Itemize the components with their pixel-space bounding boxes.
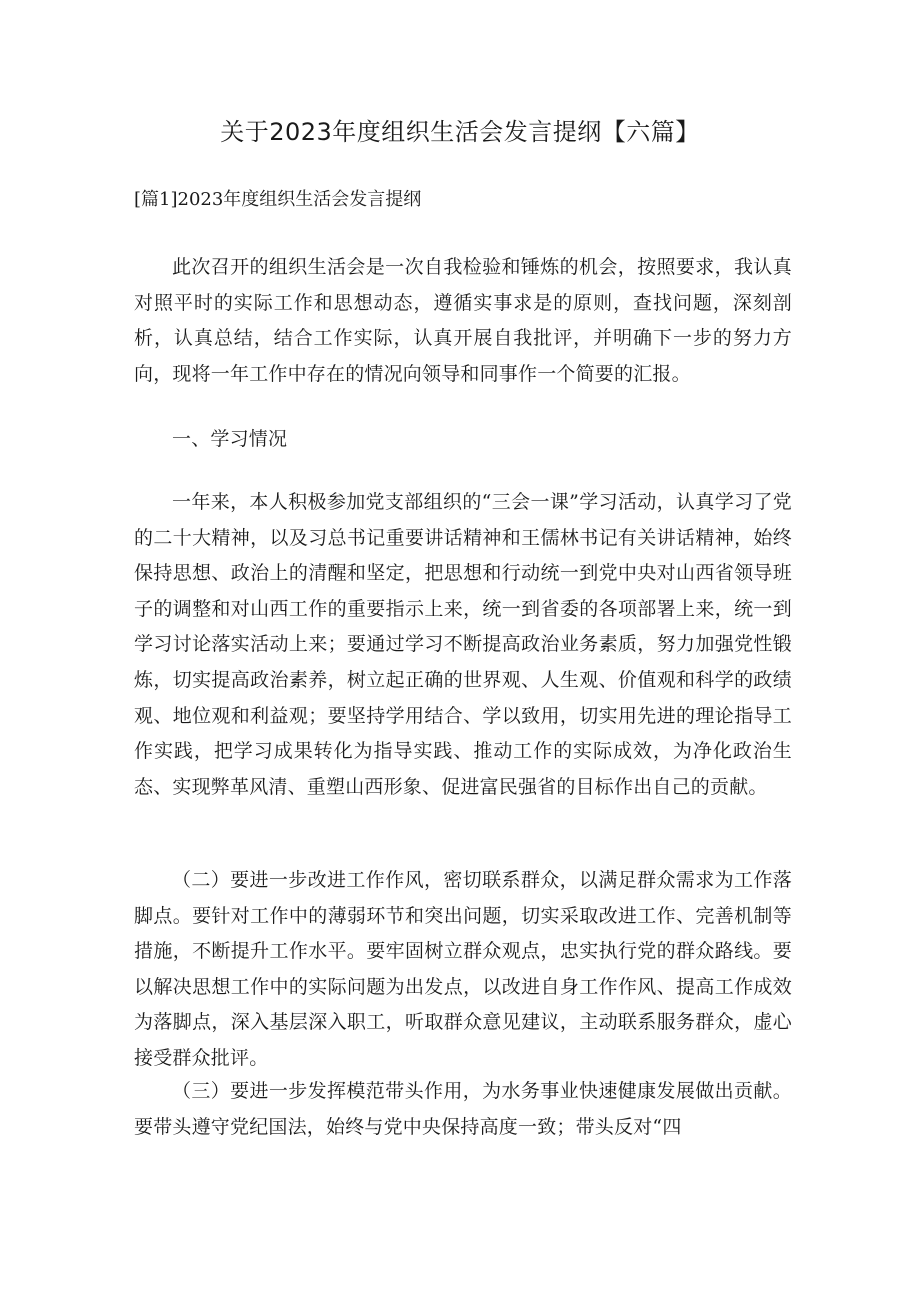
paragraph-role-model: （三）要进一步发挥模范带头作用，为水务事业快速健康发展做出贡献。要带头遵守党纪国法，始终与党中央保持高度一致；带头反对“四 (134, 1080, 792, 1138)
paragraph-work-style: （二）要进一步改进工作作风，密切联系群众，以满足群众需求为工作落脚点。要针对工作中的薄弱环节和突出问题，切实采取改进工作、完善机制等措施，不断提升工作水平。要牢固树立群众观点，忠实执行党的群众路线。要以解决思想工作中的实际问题为出发点，以改进自身工作作风、提高工作成效为落脚点，深入基层深入职工，听取群众意见建议，主动联系服务群众，虚心接受群众批评。 (134, 869, 792, 1069)
document-title: 关于2023年度组织生活会发言提纲【六篇】 (220, 118, 700, 146)
section-heading: [篇1]2023年度组织生活会发言提纲 (134, 189, 422, 210)
paragraph-study: 一年来，本人积极参加党支部组织的“三会一课”学习活动，认真学习了党的二十大精神，以及习总书记重要讲话精神和王儒林书记有关讲话精神，始终保持思想、政治上的清醒和坚定，把思想和行动统一到党中央对山西省领导班子的调整和对山西工作的重要指示上来，统一到省委的各项部署上来，统一到学习讨论落实活动上来；要通过学习不断提高政治业务素质，努力加强党性锻炼，切实提高政治素养，树立起正确的世界观、人生观、价值观和科学的政绩观、地位观和利益观；要坚持学用结合、学以致用，切实用先进的理论指导工作实践，把学习成果转化为指导实践、推动工作的实际成效，为净化政治生态、实现弊革风清、重塑山西形象、促进富民强省的目标作出自己的贡献。 (134, 491, 792, 798)
subheading-study: 一、学习情况 (172, 428, 288, 450)
paragraph-intro: 此次召开的组织生活会是一次自我检验和锤炼的机会，按照要求，我认真对照平时的实际工作和思想动态，遵循实事求是的原则，查找问题，深刻剖析，认真总结，结合工作实际，认真开展自我批评，并明确下一步的努力方向，现将一年工作中存在的情况向领导和同事作一个简要的汇报。 (134, 256, 792, 385)
